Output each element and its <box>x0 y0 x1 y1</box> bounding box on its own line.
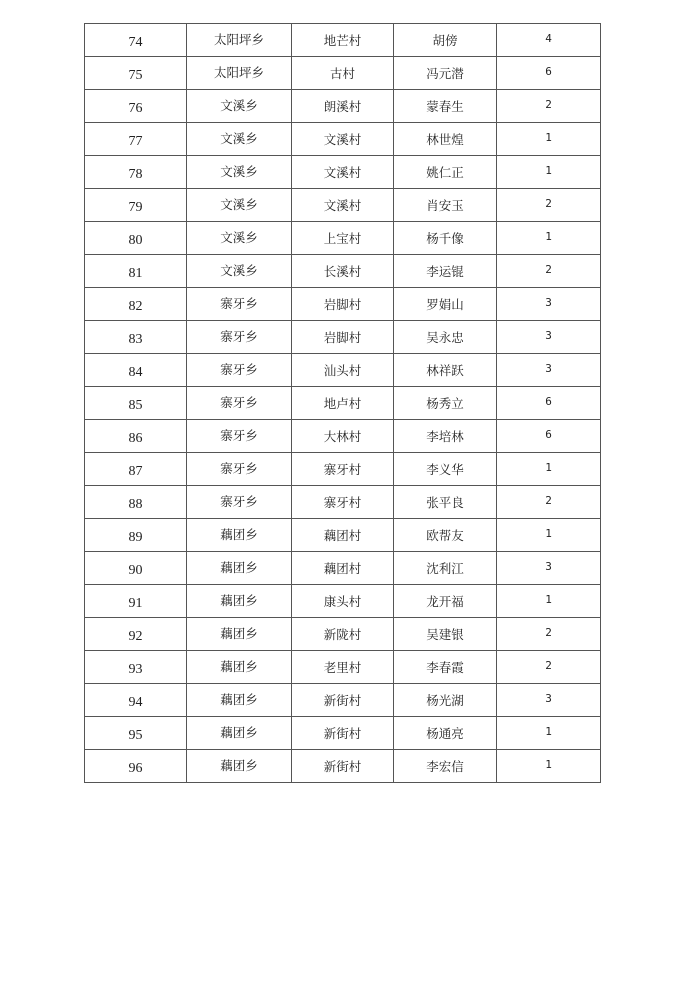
person-name-cell: 冯元潜 <box>394 57 497 90</box>
table-row <box>85 255 601 288</box>
table-row <box>85 189 601 222</box>
row-number-cell: 78 <box>85 156 187 189</box>
row-number-cell: 89 <box>85 519 187 552</box>
township-cell: 寨牙乡 <box>187 288 292 321</box>
village-cell: 寨牙村 <box>292 486 394 519</box>
village-cell: 上宝村 <box>292 222 394 255</box>
village-cell: 新街村 <box>292 750 394 783</box>
village-cell: 新街村 <box>292 684 394 717</box>
person-name-cell: 龙开福 <box>394 585 497 618</box>
count-cell: 1 <box>497 453 601 486</box>
table-row <box>85 57 601 90</box>
count-cell: 2 <box>497 189 601 222</box>
township-cell: 寨牙乡 <box>187 486 292 519</box>
person-name-cell: 蒙春生 <box>394 90 497 123</box>
township-cell: 文溪乡 <box>187 222 292 255</box>
table-row <box>85 321 601 354</box>
township-cell: 藕团乡 <box>187 651 292 684</box>
count-cell: 6 <box>497 387 601 420</box>
township-cell: 文溪乡 <box>187 189 292 222</box>
person-name-cell: 李培林 <box>394 420 497 453</box>
township-cell: 寨牙乡 <box>187 420 292 453</box>
township-cell: 寨牙乡 <box>187 354 292 387</box>
person-name-cell: 吴建银 <box>394 618 497 651</box>
count-cell: 1 <box>497 222 601 255</box>
table-row <box>85 156 601 189</box>
row-number-cell: 81 <box>85 255 187 288</box>
count-cell: 3 <box>497 321 601 354</box>
count-cell: 1 <box>497 717 601 750</box>
township-cell: 藕团乡 <box>187 684 292 717</box>
village-cell: 长溪村 <box>292 255 394 288</box>
table-row <box>85 123 601 156</box>
table-row <box>85 387 601 420</box>
village-cell: 藕团村 <box>292 519 394 552</box>
village-cell: 文溪村 <box>292 189 394 222</box>
count-cell: 1 <box>497 585 601 618</box>
person-name-cell: 肖安玉 <box>394 189 497 222</box>
table-row <box>85 651 601 684</box>
roster-table-body <box>85 24 601 783</box>
count-cell: 2 <box>497 90 601 123</box>
table-row <box>85 717 601 750</box>
township-cell: 藕团乡 <box>187 519 292 552</box>
table-row <box>85 90 601 123</box>
row-number-cell: 85 <box>85 387 187 420</box>
village-cell: 文溪村 <box>292 123 394 156</box>
count-cell: 1 <box>497 750 601 783</box>
row-number-cell: 96 <box>85 750 187 783</box>
table-row <box>85 750 601 783</box>
person-name-cell: 杨光湖 <box>394 684 497 717</box>
township-cell: 太阳坪乡 <box>187 24 292 57</box>
table-row <box>85 354 601 387</box>
table-row <box>85 420 601 453</box>
person-name-cell: 张平良 <box>394 486 497 519</box>
village-cell: 汕头村 <box>292 354 394 387</box>
count-cell: 2 <box>497 255 601 288</box>
township-cell: 太阳坪乡 <box>187 57 292 90</box>
row-number-cell: 90 <box>85 552 187 585</box>
row-number-cell: 94 <box>85 684 187 717</box>
count-cell: 1 <box>497 519 601 552</box>
count-cell: 6 <box>497 57 601 90</box>
village-cell: 岩脚村 <box>292 288 394 321</box>
village-cell: 地卢村 <box>292 387 394 420</box>
table-row <box>85 24 601 57</box>
count-cell: 3 <box>497 354 601 387</box>
row-number-cell: 84 <box>85 354 187 387</box>
row-number-cell: 92 <box>85 618 187 651</box>
person-name-cell: 罗娟山 <box>394 288 497 321</box>
count-cell: 4 <box>497 24 601 57</box>
village-cell: 文溪村 <box>292 156 394 189</box>
person-name-cell: 林世煌 <box>394 123 497 156</box>
village-cell: 新街村 <box>292 717 394 750</box>
table-row <box>85 684 601 717</box>
count-cell: 3 <box>497 288 601 321</box>
township-cell: 寨牙乡 <box>187 321 292 354</box>
count-cell: 1 <box>497 123 601 156</box>
count-cell: 1 <box>497 156 601 189</box>
person-name-cell: 李义华 <box>394 453 497 486</box>
township-cell: 藕团乡 <box>187 750 292 783</box>
table-row <box>85 552 601 585</box>
village-cell: 康头村 <box>292 585 394 618</box>
row-number-cell: 75 <box>85 57 187 90</box>
township-cell: 藕团乡 <box>187 717 292 750</box>
township-cell: 藕团乡 <box>187 585 292 618</box>
row-number-cell: 79 <box>85 189 187 222</box>
person-name-cell: 姚仁正 <box>394 156 497 189</box>
row-number-cell: 82 <box>85 288 187 321</box>
count-cell: 2 <box>497 486 601 519</box>
township-cell: 文溪乡 <box>187 90 292 123</box>
count-cell: 3 <box>497 552 601 585</box>
person-name-cell: 杨通亮 <box>394 717 497 750</box>
township-cell: 寨牙乡 <box>187 453 292 486</box>
township-cell: 寨牙乡 <box>187 387 292 420</box>
person-name-cell: 李宏信 <box>394 750 497 783</box>
count-cell: 3 <box>497 684 601 717</box>
row-number-cell: 91 <box>85 585 187 618</box>
township-cell: 文溪乡 <box>187 156 292 189</box>
township-cell: 文溪乡 <box>187 123 292 156</box>
row-number-cell: 86 <box>85 420 187 453</box>
table-row <box>85 453 601 486</box>
roster-table <box>84 23 601 783</box>
count-cell: 6 <box>497 420 601 453</box>
count-cell: 2 <box>497 618 601 651</box>
township-cell: 藕团乡 <box>187 552 292 585</box>
row-number-cell: 83 <box>85 321 187 354</box>
table-row <box>85 222 601 255</box>
row-number-cell: 88 <box>85 486 187 519</box>
table-row <box>85 585 601 618</box>
village-cell: 古村 <box>292 57 394 90</box>
row-number-cell: 80 <box>85 222 187 255</box>
row-number-cell: 74 <box>85 24 187 57</box>
village-cell: 地芒村 <box>292 24 394 57</box>
village-cell: 岩脚村 <box>292 321 394 354</box>
person-name-cell: 杨千像 <box>394 222 497 255</box>
township-cell: 藕团乡 <box>187 618 292 651</box>
village-cell: 朗溪村 <box>292 90 394 123</box>
person-name-cell: 李春霞 <box>394 651 497 684</box>
count-cell: 2 <box>497 651 601 684</box>
village-cell: 老里村 <box>292 651 394 684</box>
township-cell: 文溪乡 <box>187 255 292 288</box>
village-cell: 新陇村 <box>292 618 394 651</box>
table-row <box>85 486 601 519</box>
person-name-cell: 欧帮友 <box>394 519 497 552</box>
person-name-cell: 杨秀立 <box>394 387 497 420</box>
person-name-cell: 沈利江 <box>394 552 497 585</box>
row-number-cell: 87 <box>85 453 187 486</box>
person-name-cell: 林祥跃 <box>394 354 497 387</box>
village-cell: 藕团村 <box>292 552 394 585</box>
table-row <box>85 618 601 651</box>
row-number-cell: 95 <box>85 717 187 750</box>
person-name-cell: 吴永忠 <box>394 321 497 354</box>
village-cell: 寨牙村 <box>292 453 394 486</box>
person-name-cell: 李运锟 <box>394 255 497 288</box>
table-row <box>85 519 601 552</box>
table-row <box>85 288 601 321</box>
person-name-cell: 胡傍 <box>394 24 497 57</box>
village-cell: 大林村 <box>292 420 394 453</box>
row-number-cell: 77 <box>85 123 187 156</box>
row-number-cell: 76 <box>85 90 187 123</box>
row-number-cell: 93 <box>85 651 187 684</box>
